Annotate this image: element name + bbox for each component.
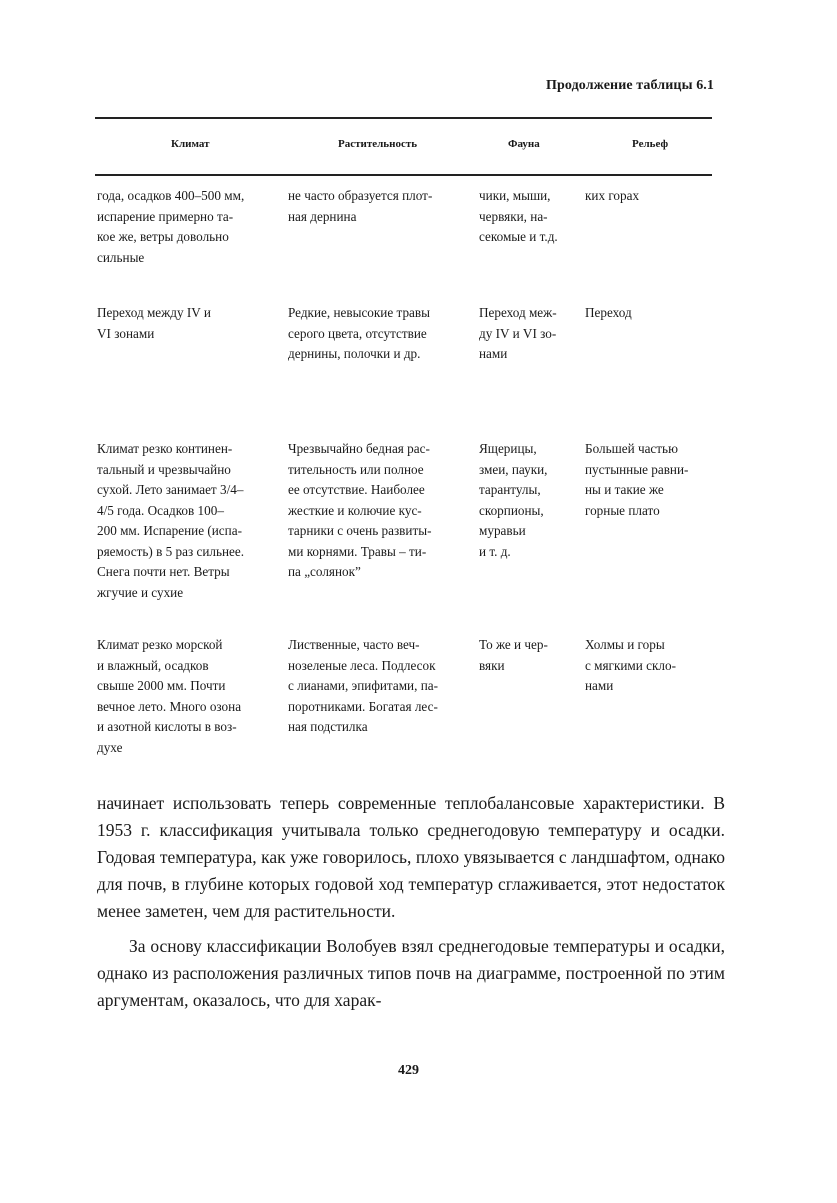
table-cell-vegetation: Чрезвычайно бедная рас- тительность или полное ее отсутствие. Наиболее жесткие и колючие кус- тарники с очень развиты- ми корнями. Травы – ти- па „солянок” [288,441,432,579]
table-cell-climate: Климат резко континен- тальный и чрезвычайно сухой. Лето занимает 3/4– 4/5 года. Осадков 100– 200 мм. Испарение (испа- ряемость) в 5 раз сильнее. Снега почти нет. Ветры жгучие и сухие [97,441,245,600]
table-cell-fauna: То же и чер- вяки [479,637,548,673]
table-header-rule [95,174,712,176]
table-cell-fauna: Ящерицы, змеи, пауки, тарантулы, скорпионы, муравьи и т. д. [479,441,548,559]
table-cell-climate: Переход между IV и VI зонами [97,305,211,341]
table-cell-climate: Климат резко морской и влажный, осадков свыше 2000 мм. Почти вечное лето. Много озона и азотной кислоты в воз- духе [97,637,242,755]
table-cell-fauna: Переход меж- ду IV и VI зо- нами [479,305,557,361]
table-cell-vegetation: не часто образуется плот- ная дернина [288,188,433,224]
table-cell-relief: Переход [585,305,632,320]
table-header-vegetation: Растительность [338,138,418,150]
running-head: Продолжение таблицы 6.1 [546,78,714,93]
table-cell-vegetation: Лиственные, часто веч- нозеленые леса. Подлесок с лианами, эпифитами, па- поротниками. Богатая лес- ная подстилка [288,637,439,734]
table-cell-climate: года, осадков 400–500 мм, испарение примерно та- кое же, ветры довольно сильные [97,188,245,265]
table-header-relief: Рельеф [632,138,669,150]
table-header-fauna: Фауна [508,138,540,150]
table-cell-vegetation: Редкие, невысокие травы серого цвета, отсутствие дернины, полочки и др. [288,305,430,361]
table-top-rule [95,117,712,119]
table-header-climate: Климат [171,138,210,150]
body-paragraph-2: За основу классификации Волобуев взял среднегодовые температуры и осадки, однако из расположения различных типов почв на диаграмме, построенной по этим аргументам, оказалось, что для харак- [97,936,725,1010]
page-number: 429 [398,1063,419,1078]
table-cell-fauna: чики, мыши, червяки, на- секомые и т.д. [479,188,558,244]
body-paragraph-1: начинает использовать теперь современные теплобалансовые характеристики. В 1953 г. классификация учитывала только среднегодовую температуру и осадки. Годовая температура, как уже говорилось, плохо увязывается с ландшафтом, однако для почв, в глубине которых годовой ход температур сглаживается, этот недостаток менее заметен, чем для растительности. [97,793,725,921]
table-cell-relief: ких горах [585,188,640,203]
table-cell-relief: Большей частью пустынные равни- ны и такие же горные плато [585,441,689,518]
table-cell-relief: Холмы и горы с мягкими скло- нами [585,637,676,693]
